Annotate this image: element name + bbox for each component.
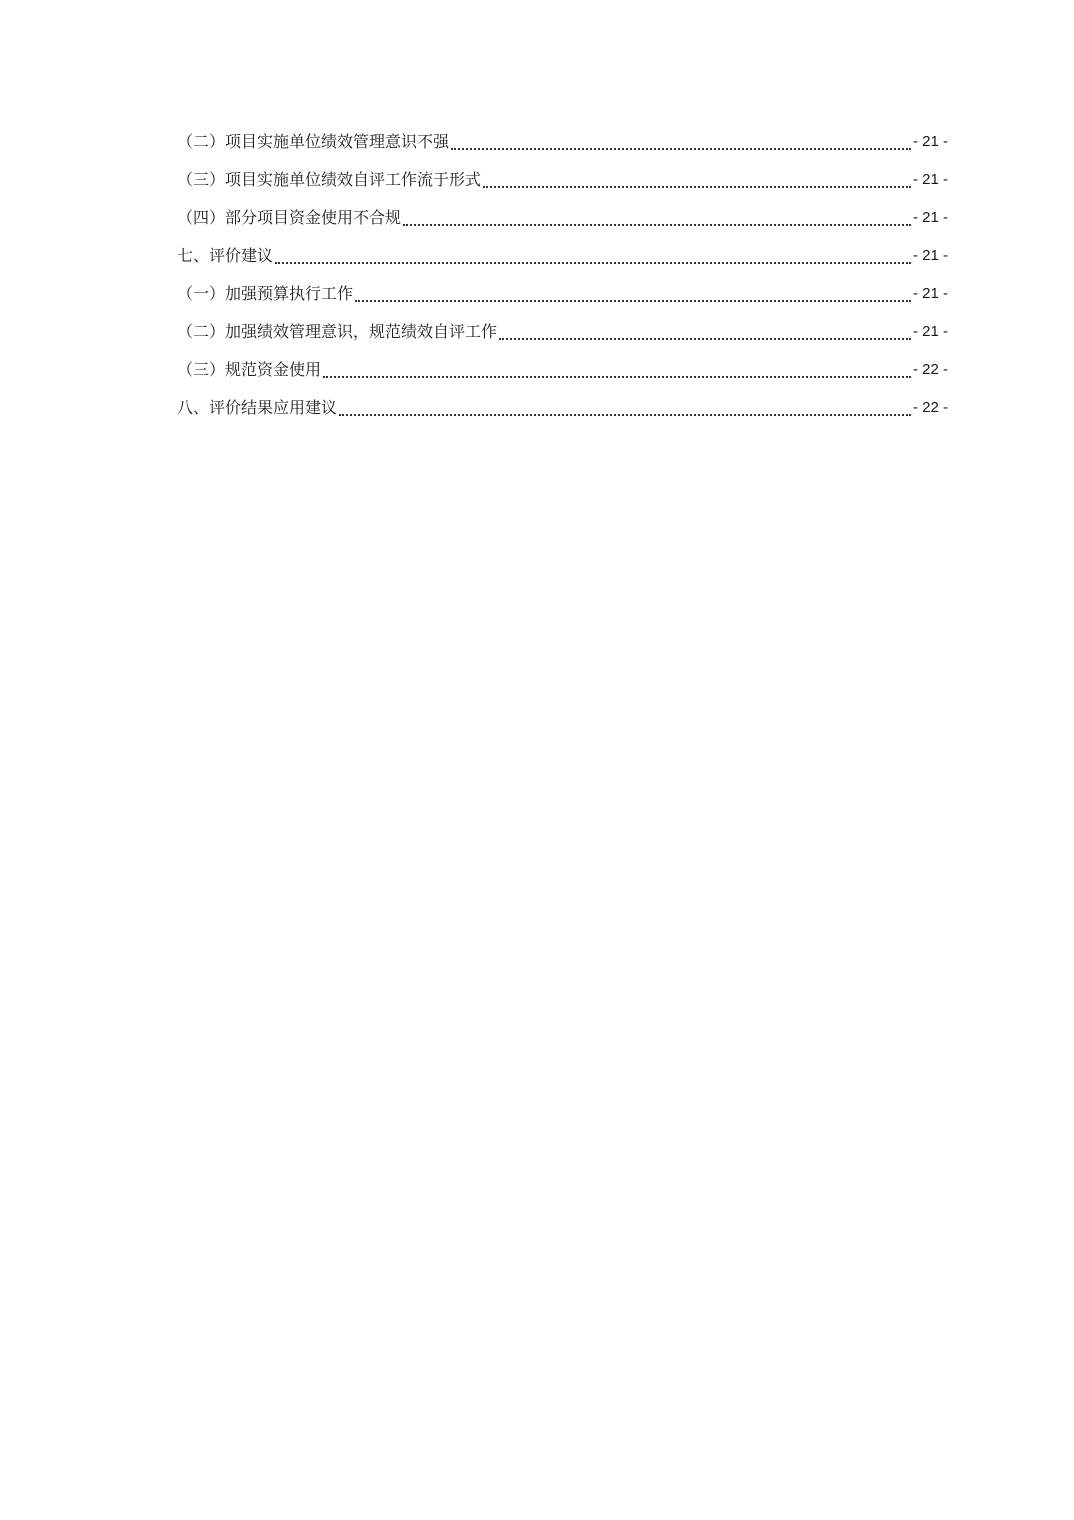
toc-entry[interactable]	[177, 161, 948, 199]
toc-entry-title: （一）加强预算执行工作	[177, 284, 354, 303]
toc-entry[interactable]	[177, 199, 948, 237]
toc-entry-title: （三）规范资金使用	[177, 360, 322, 379]
toc-entry-title: 七、评价建议	[177, 246, 274, 265]
toc-entry[interactable]	[177, 237, 948, 275]
toc-entry[interactable]	[177, 275, 948, 313]
toc-entry-title: （二）项目实施单位绩效管理意识不强	[177, 132, 450, 151]
toc-entry-page: - 21 -	[912, 247, 948, 264]
toc-entry-page: - 21 -	[912, 171, 948, 188]
toc-entry-title: （三）项目实施单位绩效自评工作流于形式	[177, 170, 482, 189]
toc-entry-page: - 22 -	[912, 399, 948, 416]
toc-dot-leader	[275, 237, 911, 275]
toc-entry[interactable]	[177, 389, 948, 427]
toc-dot-leader	[323, 351, 911, 389]
toc-entry-title: （四）部分项目资金使用不合规	[177, 208, 402, 227]
toc-dot-leader	[355, 275, 911, 313]
table-of-contents	[177, 123, 948, 427]
toc-dot-leader	[451, 123, 911, 161]
toc-entry-page: - 21 -	[912, 323, 948, 340]
toc-entry[interactable]	[177, 123, 948, 161]
toc-dot-leader	[483, 161, 911, 199]
toc-dot-leader	[403, 199, 911, 237]
toc-entry[interactable]	[177, 351, 948, 389]
toc-entry-page: - 21 -	[912, 285, 948, 302]
toc-dot-leader	[339, 389, 911, 427]
toc-entry-page: - 22 -	[912, 361, 948, 378]
toc-entry-page: - 21 -	[912, 209, 948, 226]
toc-entry-title: （二）加强绩效管理意识，规范绩效自评工作	[177, 322, 498, 341]
toc-entry-page: - 21 -	[912, 133, 948, 150]
toc-entry[interactable]	[177, 313, 948, 351]
toc-dot-leader	[499, 313, 911, 351]
toc-entry-title: 八、评价结果应用建议	[177, 398, 338, 417]
